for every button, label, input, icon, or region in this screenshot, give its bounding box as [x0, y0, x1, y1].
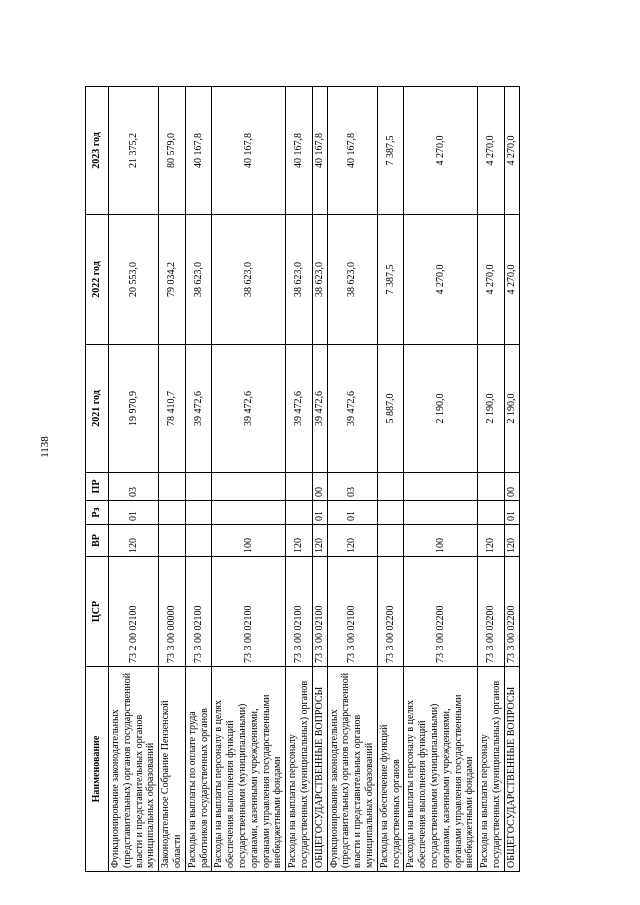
row-2023: 4 270,0 [478, 87, 505, 215]
header-vr: ВР [86, 525, 109, 557]
rotated-page-content [85, 87, 525, 872]
row-2023: 40 167,8 [312, 87, 327, 215]
row-2022: 4 270,0 [504, 215, 519, 345]
row-rz [404, 501, 478, 525]
table-row [504, 87, 519, 872]
row-2021: 39 472,6 [212, 345, 286, 473]
row-2022: 38 623,0 [212, 215, 286, 345]
row-name: Расходы на выплаты персоналу в целях обеспечения выполнения функций государственными (муниципальными) органами, казенными учреждениями, органами управления государственными внебюджетными фондами [404, 667, 478, 872]
row-2022: 20 553,0 [109, 215, 159, 345]
header-2023: 2023 год [86, 87, 109, 215]
row-2021: 39 472,6 [286, 345, 313, 473]
row-2023: 40 167,8 [212, 87, 286, 215]
row-csr: 73 2 00 02100 [109, 557, 159, 667]
row-rz [159, 501, 186, 525]
row-vr: 100 [404, 525, 478, 557]
row-2023: 40 167,8 [327, 87, 377, 215]
row-csr: 73 3 00 00000 [159, 557, 186, 667]
row-name: Функционирование законодательных (представительных) органов государственной власти и представительных органов муниципальных образований [109, 667, 159, 872]
row-2021: 39 472,6 [185, 345, 212, 473]
row-pr: 03 [327, 473, 377, 501]
row-2021: 2 190,0 [478, 345, 505, 473]
row-rz [212, 501, 286, 525]
row-2023: 40 167,8 [286, 87, 313, 215]
row-2022: 79 034,2 [159, 215, 186, 345]
header-name: Наименование [86, 667, 109, 872]
table-row [404, 87, 478, 872]
row-name: Расходы на выплаты персоналу государственных (муниципальных) органов [286, 667, 313, 872]
row-2022: 38 623,0 [327, 215, 377, 345]
row-pr [212, 473, 286, 501]
row-vr [377, 525, 404, 557]
row-rz: 01 [109, 501, 159, 525]
table-row [312, 87, 327, 872]
row-2023: 7 387,5 [377, 87, 404, 215]
row-vr: 120 [286, 525, 313, 557]
row-name: Расходы на обеспечение функций государственных органов [377, 667, 404, 872]
table-row [286, 87, 313, 872]
row-vr: 100 [212, 525, 286, 557]
header-2022: 2022 год [86, 215, 109, 345]
row-name: Законодательное Собрание Пензенской области [159, 667, 186, 872]
row-2023: 21 375,2 [109, 87, 159, 215]
row-csr: 73 3 00 02200 [478, 557, 505, 667]
row-2023: 4 270,0 [404, 87, 478, 215]
header-2021: 2021 год [86, 345, 109, 473]
row-rz [478, 501, 505, 525]
row-name: ОБЩЕГОСУДАРСТВЕННЫЕ ВОПРОСЫ [504, 667, 519, 872]
row-rz: 01 [312, 501, 327, 525]
row-2021: 39 472,6 [327, 345, 377, 473]
row-pr [404, 473, 478, 501]
row-2022: 4 270,0 [404, 215, 478, 345]
table-row [185, 87, 212, 872]
row-rz: 01 [504, 501, 519, 525]
row-csr: 73 3 00 02200 [404, 557, 478, 667]
row-pr: 03 [109, 473, 159, 501]
row-pr: 00 [504, 473, 519, 501]
row-rz [377, 501, 404, 525]
row-pr [478, 473, 505, 501]
table-row [327, 87, 377, 872]
row-2023: 4 270,0 [504, 87, 519, 215]
row-pr [185, 473, 212, 501]
table-row [478, 87, 505, 872]
row-2021: 2 190,0 [504, 345, 519, 473]
row-csr: 73 3 00 02100 [327, 557, 377, 667]
row-name: Расходы на выплаты персоналу в целях обеспечения выполнения функций государственными (муниципальными) органами, казенными учреждениями, органами управления государственными внебюджетными фондами [212, 667, 286, 872]
row-2023: 40 167,8 [185, 87, 212, 215]
row-vr: 120 [327, 525, 377, 557]
row-csr: 73 3 00 02100 [286, 557, 313, 667]
row-2021: 78 410,7 [159, 345, 186, 473]
header-pr: ПР [86, 473, 109, 501]
row-2021: 5 887,0 [377, 345, 404, 473]
row-vr: 120 [312, 525, 327, 557]
row-name: Функционирование законодательных (представительных) органов государственной власти и представительных органов муниципальных образований [327, 667, 377, 872]
row-csr: 73 3 00 02200 [377, 557, 404, 667]
row-2022: 4 270,0 [478, 215, 505, 345]
row-csr: 73 3 00 02100 [312, 557, 327, 667]
budget-table [85, 86, 520, 872]
row-csr: 73 3 00 02200 [504, 557, 519, 667]
row-pr [377, 473, 404, 501]
row-name: Расходы на выплаты по оплате труда работников государственных органов [185, 667, 212, 872]
row-vr [185, 525, 212, 557]
row-pr: 00 [312, 473, 327, 501]
table-header-row [86, 87, 109, 872]
row-vr [159, 525, 186, 557]
row-2022: 38 623,0 [312, 215, 327, 345]
table-row [159, 87, 186, 872]
page-number: 1138 [39, 436, 51, 458]
table-row [212, 87, 286, 872]
row-2021: 19 970,9 [109, 345, 159, 473]
row-pr [286, 473, 313, 501]
row-2021: 2 190,0 [404, 345, 478, 473]
row-vr: 120 [109, 525, 159, 557]
header-rz: Рз [86, 501, 109, 525]
row-2022: 38 623,0 [185, 215, 212, 345]
row-name: ОБЩЕГОСУДАРСТВЕННЫЕ ВОПРОСЫ [312, 667, 327, 872]
row-csr: 73 3 00 02100 [212, 557, 286, 667]
row-2021: 39 472,6 [312, 345, 327, 473]
row-2023: 80 579,0 [159, 87, 186, 215]
row-rz: 01 [327, 501, 377, 525]
table-row [377, 87, 404, 872]
row-csr: 73 3 00 02100 [185, 557, 212, 667]
row-2022: 7 387,5 [377, 215, 404, 345]
row-name: Расходы на выплаты персоналу государственных (муниципальных) органов [478, 667, 505, 872]
row-rz [185, 501, 212, 525]
row-vr: 120 [478, 525, 505, 557]
row-2022: 38 623,0 [286, 215, 313, 345]
row-vr: 120 [504, 525, 519, 557]
table-row [109, 87, 159, 872]
row-rz [286, 501, 313, 525]
header-csr: ЦСР [86, 557, 109, 667]
row-pr [159, 473, 186, 501]
